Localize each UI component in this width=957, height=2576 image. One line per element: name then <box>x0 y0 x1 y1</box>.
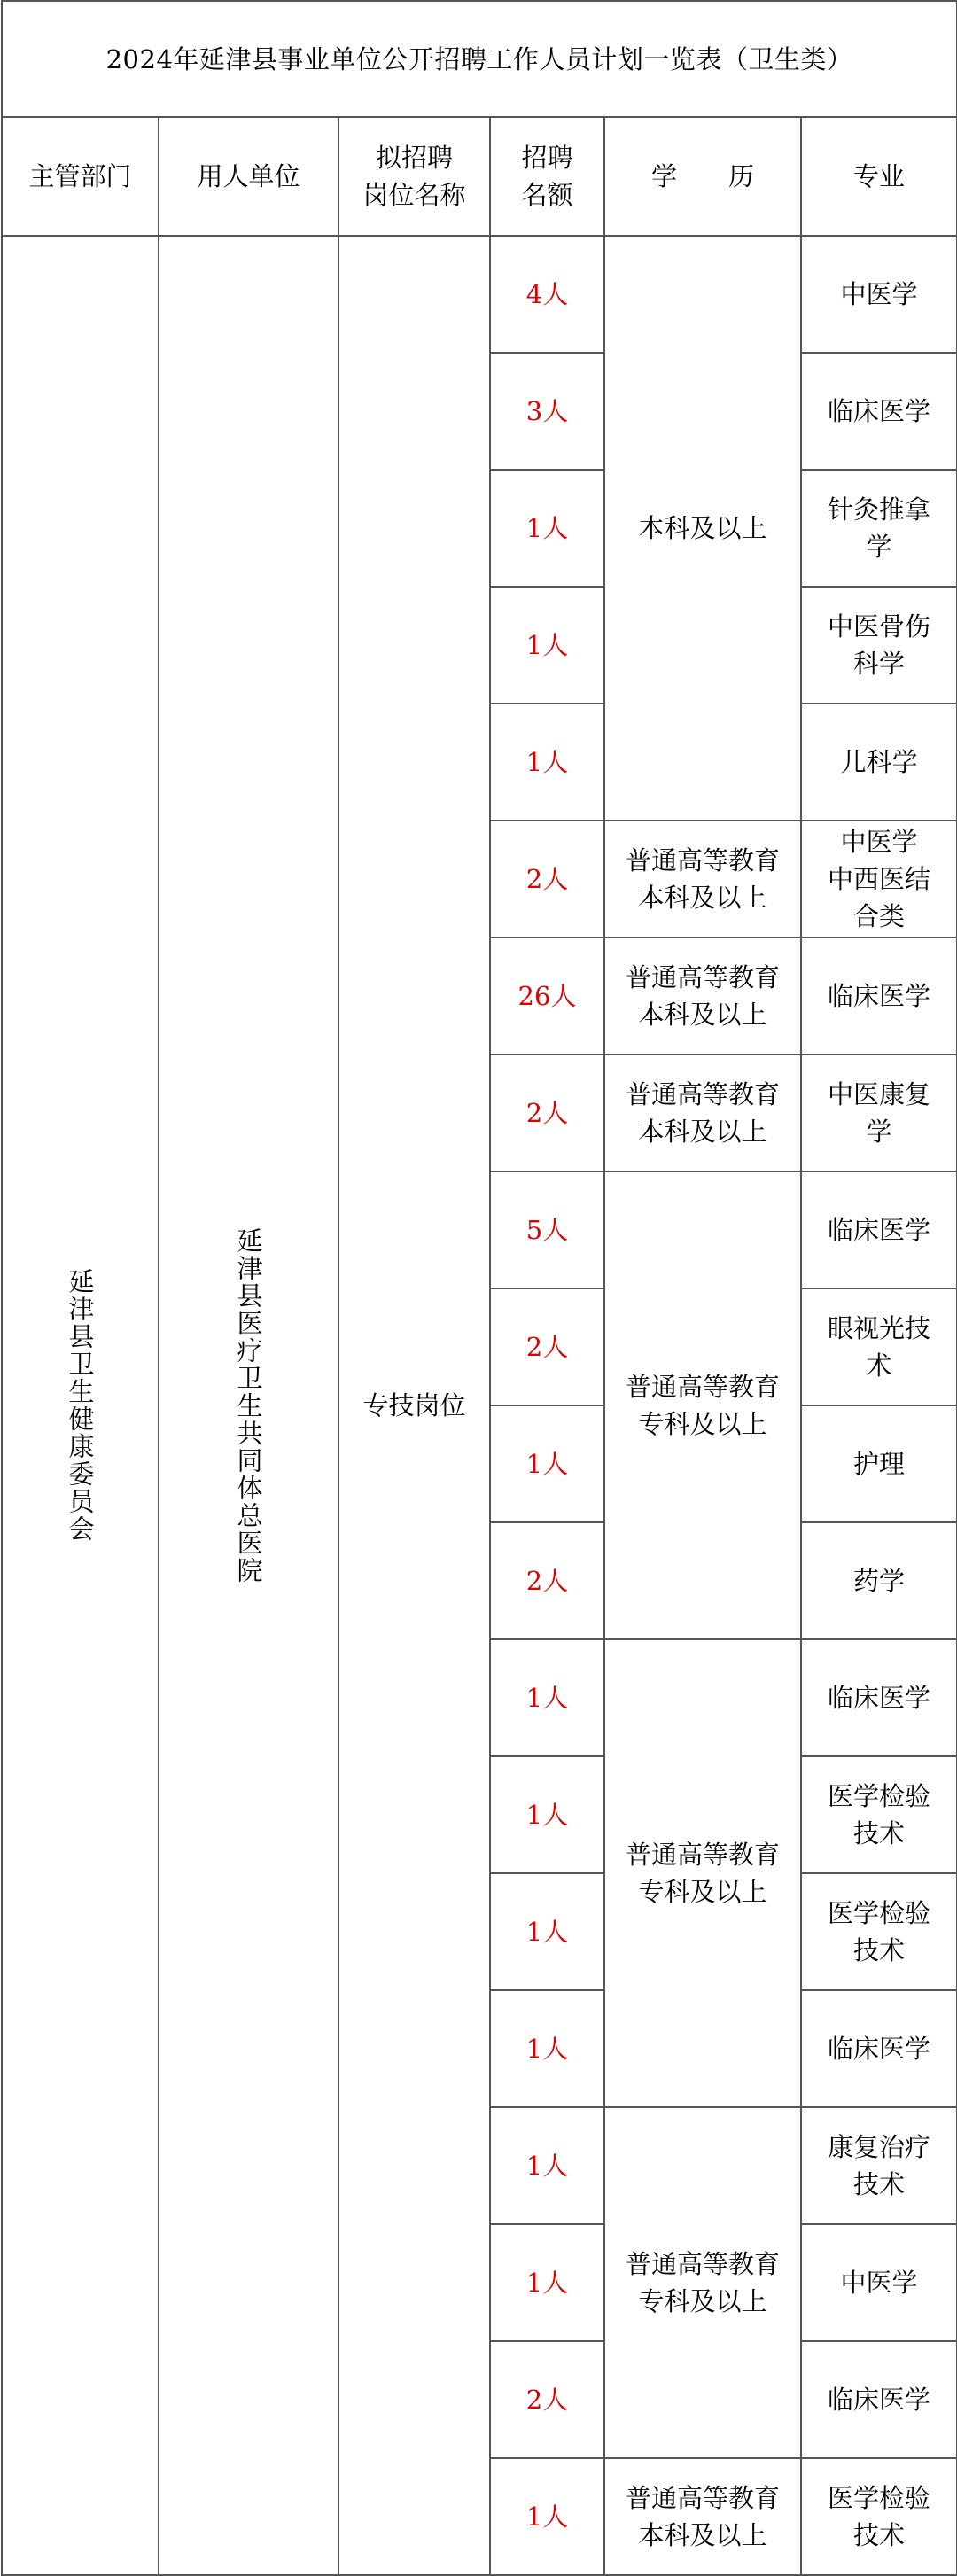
quota-cell: 1人 <box>490 1873 604 1990</box>
major-cell: 医学检验 技术 <box>801 2458 957 2575</box>
education-cell: 本科及以上 <box>604 236 801 821</box>
unit-cell: 延津县医疗卫生共同体总医院 <box>159 236 338 2575</box>
table-row <box>2 236 957 353</box>
table-title: 2024年延津县事业单位公开招聘工作人员计划一览表（卫生类） <box>2 1 957 117</box>
major-cell: 中医康复 学 <box>801 1055 957 1171</box>
major-cell: 临床医学 <box>801 353 957 470</box>
header-post: 拟招聘 岗位名称 <box>338 117 490 236</box>
major-cell: 药学 <box>801 1522 957 1639</box>
major-cell: 中医学 <box>801 2224 957 2341</box>
quota-cell: 2人 <box>490 1522 604 1639</box>
header-unit: 用人单位 <box>159 117 338 236</box>
major-cell: 康复治疗 技术 <box>801 2107 957 2224</box>
major-cell: 中医骨伤 科学 <box>801 587 957 704</box>
quota-cell: 1人 <box>490 2458 604 2575</box>
quota-cell: 5人 <box>490 1171 604 1288</box>
quota-cell: 1人 <box>490 1756 604 1873</box>
education-cell: 普通高等教育 本科及以上 <box>604 938 801 1055</box>
quota-cell: 1人 <box>490 1990 604 2107</box>
header-quota: 招聘 名额 <box>490 117 604 236</box>
education-cell: 普通高等教育 本科及以上 <box>604 821 801 938</box>
education-cell: 普通高等教育 本科及以上 <box>604 2458 801 2575</box>
quota-cell: 1人 <box>490 1639 604 1756</box>
quota-cell: 2人 <box>490 821 604 938</box>
quota-cell: 26人 <box>490 938 604 1055</box>
quota-cell: 2人 <box>490 2341 604 2458</box>
quota-cell: 2人 <box>490 1288 604 1405</box>
major-cell: 医学检验 技术 <box>801 1756 957 1873</box>
education-cell: 普通高等教育 专科及以上 <box>604 2107 801 2458</box>
quota-cell: 1人 <box>490 470 604 587</box>
major-cell: 中医学 <box>801 236 957 353</box>
education-cell: 普通高等教育 本科及以上 <box>604 1055 801 1171</box>
major-cell: 中医学 中西医结 合类 <box>801 821 957 938</box>
header-major: 专业 <box>801 117 957 236</box>
header-education: 学 历 <box>604 117 801 236</box>
major-cell: 临床医学 <box>801 938 957 1055</box>
quota-cell: 1人 <box>490 587 604 704</box>
quota-cell: 1人 <box>490 1405 604 1522</box>
education-cell: 普通高等教育 专科及以上 <box>604 1171 801 1639</box>
quota-cell: 4人 <box>490 236 604 353</box>
major-cell: 儿科学 <box>801 704 957 821</box>
major-cell: 临床医学 <box>801 2341 957 2458</box>
education-cell: 普通高等教育 专科及以上 <box>604 1639 801 2107</box>
header-row <box>2 117 957 236</box>
header-dept: 主管部门 <box>2 117 159 236</box>
quota-cell: 1人 <box>490 2224 604 2341</box>
quota-cell: 1人 <box>490 704 604 821</box>
major-cell: 临床医学 <box>801 1171 957 1288</box>
dept-cell: 延津县卫生健康委员会 <box>2 236 159 2575</box>
recruitment-table <box>1 0 957 2576</box>
major-cell: 临床医学 <box>801 1639 957 1756</box>
quota-cell: 1人 <box>490 2107 604 2224</box>
major-cell: 护理 <box>801 1405 957 1522</box>
quota-cell: 3人 <box>490 353 604 470</box>
major-cell: 针灸推拿 学 <box>801 470 957 587</box>
major-cell: 临床医学 <box>801 1990 957 2107</box>
post-cell: 专技岗位 <box>338 236 490 2575</box>
major-cell: 眼视光技 术 <box>801 1288 957 1405</box>
quota-cell: 2人 <box>490 1055 604 1171</box>
major-cell: 医学检验 技术 <box>801 1873 957 1990</box>
